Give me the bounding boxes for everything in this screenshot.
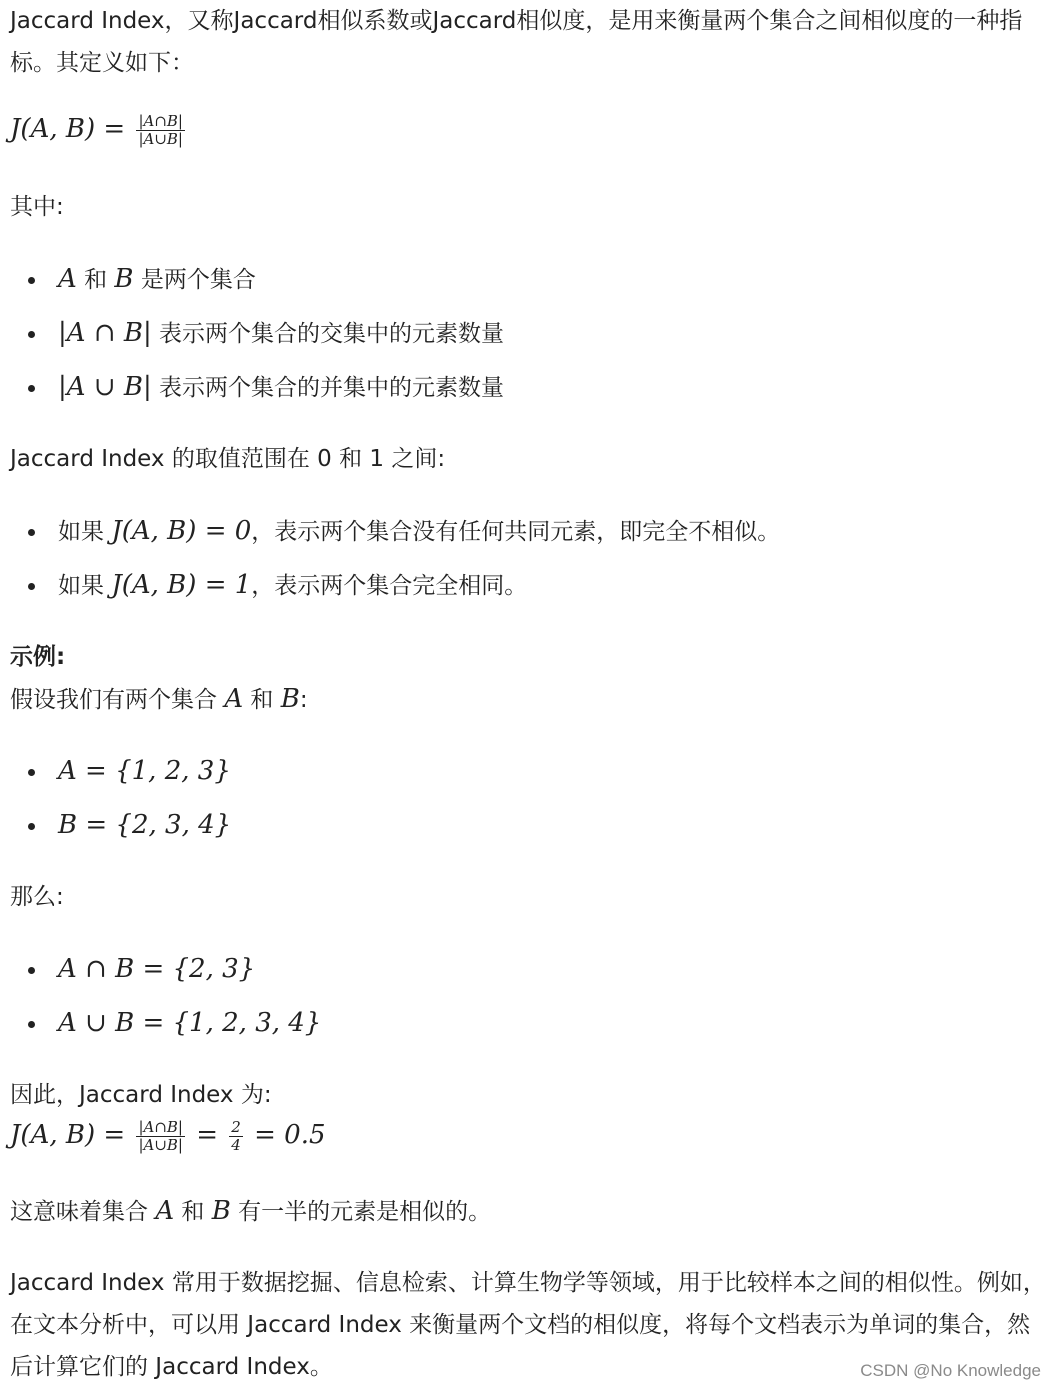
result-fraction: $\frac{|A\cap B|}{|A\cup B|}$ <box>138 1118 183 1154</box>
formula-numerator: |A∩B| <box>138 112 183 130</box>
formula-lhs: J(A, B) = <box>10 114 134 144</box>
definition-list <box>10 252 1050 414</box>
meaning-paragraph: 这意味着集合 A 和 B 有一半的元素是相似的。 <box>10 1196 492 1226</box>
range-list <box>10 504 1050 612</box>
range-label: Jaccard Index 的取值范围在 0 和 1 之间: <box>10 446 446 472</box>
operations-list <box>10 942 1050 1050</box>
applications-paragraph: Jaccard Index 常用于数据挖掘、信息检索、计算生物学等领域，用于比较样本之间的相似性。例如，在文本分析中，可以用 Jaccard Index 来衡量两个文档的相似度，将每个文档表示为单词的集合，然后计算它们的 Jaccard Index。 <box>10 1270 1046 1380</box>
then-label: 那么: <box>10 884 64 910</box>
result-number-fraction: $\frac{2}{4}$ <box>231 1118 241 1154</box>
csdn-watermark: CSDN @No Knowledge <box>860 1361 1041 1380</box>
list-item: B = {2, 3, 4} <box>10 798 1050 852</box>
list-item: 如果 J(A, B) = 0，表示两个集合没有任何共同元素，即完全不相似。 <box>10 504 1050 558</box>
where-label: 其中: <box>10 194 64 220</box>
list-item: |A ∪ B| 表示两个集合的并集中的元素数量 <box>10 360 1050 414</box>
list-item: |A ∩ B| 表示两个集合的交集中的元素数量 <box>10 306 1050 360</box>
list-item: A 和 B 是两个集合 <box>10 252 1050 306</box>
result-formula: J(A, B) = $\frac{|A\cap B|}{|A\cup B|}$ = $\frac{2}{4}$ = 0.5 <box>10 1118 326 1154</box>
list-item: A = {1, 2, 3} <box>10 744 1050 798</box>
example-intro: 假设我们有两个集合 A 和 B: <box>10 684 308 714</box>
list-item: A ∪ B = {1, 2, 3, 4} <box>10 996 1050 1050</box>
list-item: 如果 J(A, B) = 1，表示两个集合完全相同。 <box>10 558 1050 612</box>
formula-fraction <box>136 113 185 148</box>
example-heading: 示例: <box>10 644 66 670</box>
intro-paragraph: Jaccard Index，又称Jaccard相似系数或Jaccard相似度，是用来衡量两个集合之间相似度的一种指标。其定义如下： <box>10 8 1023 76</box>
list-item: A ∩ B = {2, 3} <box>10 942 1050 996</box>
formula-denominator: |A∪B| <box>138 130 183 148</box>
result-label: 因此，Jaccard Index 为: <box>10 1082 272 1108</box>
sets-list <box>10 744 1050 852</box>
definition-formula <box>10 108 188 151</box>
